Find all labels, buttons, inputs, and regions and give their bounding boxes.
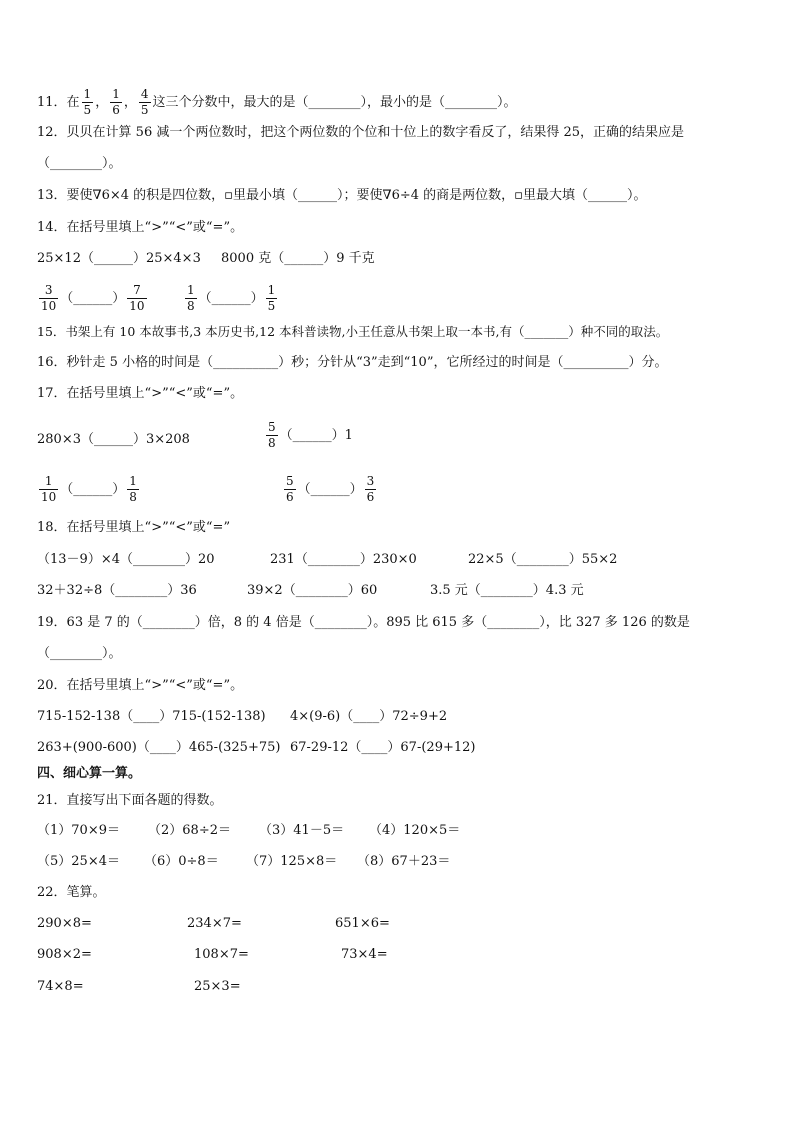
fraction: $\frac{4}{5}$: [140, 87, 149, 117]
fraction: $\frac{5}{6}$: [286, 474, 294, 504]
q14-compare-1: $\frac{3}{10}$ （______） $\frac{7}{10}$: [41, 283, 145, 313]
q20-title: 20．在括号里填上“>”“<”或“=”。: [37, 678, 244, 693]
q20-item: 67-29-12（____）67-(29+12): [290, 740, 476, 755]
q18-title: 18．在括号里填上“>”“<”或“=”: [37, 520, 231, 535]
q22-item: 234×7=: [187, 916, 242, 931]
q20-item: 4×(9-6)（____）72÷9+2: [290, 709, 448, 724]
q22-item: 74×8=: [37, 979, 84, 994]
section-title: 四、细心算一算。: [37, 766, 142, 781]
fraction: $\frac{1}{8}$: [129, 474, 137, 504]
q22-item: 25×3=: [194, 979, 241, 994]
q21-item: （6）0÷8＝: [144, 854, 219, 869]
q19-line2: （________）。: [37, 646, 122, 661]
q11-prefix: 11．在: [37, 95, 80, 110]
q13: 13．要使∇6×4 的积是四位数，▫里最小填（______）；要使∇6÷4 的商是两位数，▫里最大填（______）。: [37, 188, 647, 203]
q22-item: 908×2=: [37, 947, 92, 962]
q21-item: （7）125×8＝: [246, 854, 338, 869]
q22-item: 73×4=: [341, 947, 388, 962]
fraction: $\frac{3}{6}$: [366, 474, 375, 504]
fraction: $\frac{5}{8}$: [268, 420, 276, 450]
q18-item: 22×5（________）55×2: [468, 552, 618, 567]
q11: 11．在 $\frac{1}{5}$ ， $\frac{1}{6}$ ， $\frac{4}{5}$ 这三个分数中，最大的是（________），最小的是（________）。: [37, 87, 517, 117]
q20-item: 715-152-138（____）715-(152-138): [37, 709, 266, 724]
q14-row1b: 8000 克（______）9 千克: [221, 251, 375, 266]
q17-row1a: 280×3（______）3×208: [37, 432, 190, 447]
q18-item: 32＋32÷8（________）36: [37, 583, 197, 598]
q17-compare-3: $\frac{5}{6}$ （______） $\frac{3}{6}$: [286, 474, 375, 504]
q11-suffix: 这三个分数中，最大的是（________），最小的是（________）。: [152, 95, 517, 110]
q17-title: 17．在括号里填上“>”“<”或“=”。: [37, 386, 244, 401]
q21-item: （1）70×9＝: [37, 823, 120, 838]
q18-item: 231（________）230×0: [270, 552, 417, 567]
q19-line1: 19．63 是 7 的（________）倍，8 的 4 倍是（________）。895 比 615 多（________），比 327 多 126 的数是: [37, 615, 690, 630]
fraction: $\frac{1}{5}$: [267, 283, 276, 313]
q18-item: 3.5 元（________）4.3 元: [430, 583, 584, 598]
q18-item: （13－9）×4（________）20: [37, 552, 215, 567]
q12-line1: 12．贝贝在计算 56 减一个两位数时，把这个两位数的个位和十位上的数字看反了，结果得 25，正确的结果应是: [37, 125, 685, 140]
q14-row1a: 25×12（______）25×4×3: [37, 251, 201, 266]
fraction: $\frac{1}{10}$: [41, 474, 57, 504]
q21-item: （8）67＋23＝: [357, 854, 451, 869]
fraction: $\frac{7}{10}$: [129, 283, 145, 313]
fraction: $\frac{1}{6}$: [112, 87, 120, 117]
q17-compare-2: $\frac{1}{10}$ （______） $\frac{1}{8}$: [41, 474, 137, 504]
q14-title: 14．在括号里填上“>”“<”或“=”。: [37, 220, 244, 235]
q22-item: 290×8=: [37, 916, 92, 931]
q22-item: 108×7=: [194, 947, 249, 962]
q21-item: （2）68÷2＝: [148, 823, 231, 838]
q18-item: 39×2（________）60: [247, 583, 378, 598]
fraction: $\frac{1}{5}$: [83, 87, 92, 117]
q16: 16．秒针走 5 小格的时间是（__________）秒；分针从“3”走到“10”，它所经过的时间是（__________）分。: [37, 355, 668, 370]
q17-compare-1: $\frac{5}{8}$ （______）1: [268, 420, 353, 450]
q21-item: （5）25×4＝: [37, 854, 120, 869]
fraction: $\frac{3}{10}$: [41, 283, 57, 313]
q15: 15．书架上有 10 本故事书,3 本历史书,12 本科普读物,小王任意从书架上取一本书,有（_______）种不同的取法。: [37, 324, 669, 339]
fraction: $\frac{1}{8}$: [187, 283, 195, 313]
q21-item: （4）120×5＝: [369, 823, 461, 838]
q21-item: （3）41－5＝: [259, 823, 345, 838]
q21-title: 21．直接写出下面各题的得数。: [37, 793, 223, 808]
q12-line2: （________）。: [37, 156, 122, 171]
q14-compare-2: $\frac{1}{8}$ （______） $\frac{1}{5}$: [187, 283, 276, 313]
q20-item: 263+(900-600)（____）465-(325+75): [37, 740, 281, 755]
q22-item: 651×6=: [335, 916, 390, 931]
q22-title: 22．笔算。: [37, 885, 106, 900]
